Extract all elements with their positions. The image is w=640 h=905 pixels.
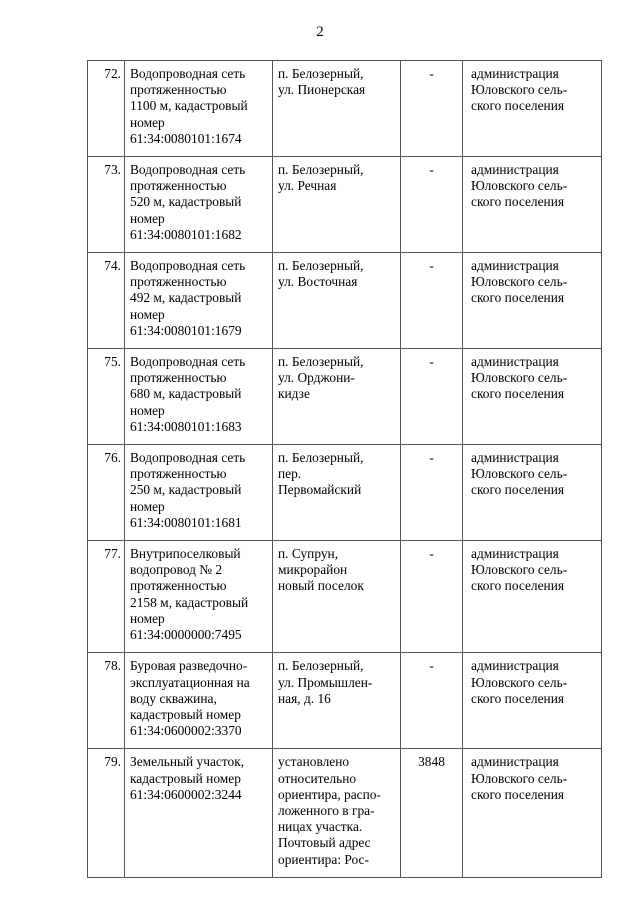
object-owner-line: Юловского сель- xyxy=(471,274,568,290)
object-owner-line: ского поселения xyxy=(471,786,565,802)
object-owner-line: ского поселения xyxy=(471,690,565,706)
object-owner-line: Юловского сель- xyxy=(471,466,568,482)
object-owner-line: администрация xyxy=(471,754,559,770)
object-name-line: 520 м, кадастровый xyxy=(130,194,242,210)
object-area: - xyxy=(401,253,463,349)
object-name-line: Водопроводная сеть xyxy=(130,258,246,274)
object-name-line: Водопроводная сеть xyxy=(130,66,246,81)
object-address xyxy=(273,61,401,157)
object-address-line: ул. Восточная xyxy=(278,274,358,290)
object-name xyxy=(125,157,273,253)
object-name-line: 61:34:0600002:3370 xyxy=(130,723,242,739)
object-name-line: воду скважина, xyxy=(130,690,217,706)
object-address-line: Почтовый адрес xyxy=(278,835,371,851)
object-owner-line: администрация xyxy=(471,546,559,562)
object-name-line: протяженностью xyxy=(130,274,227,290)
object-name xyxy=(125,61,273,157)
object-area: - xyxy=(401,157,463,253)
object-address-line: п. Белозерный, xyxy=(278,258,364,274)
object-name-line: 680 м, кадастровый xyxy=(130,386,242,402)
object-owner xyxy=(463,349,602,445)
object-area: - xyxy=(401,349,463,445)
table-row xyxy=(88,349,602,445)
object-owner-line: администрация xyxy=(471,450,559,466)
table-row xyxy=(88,157,602,253)
row-number: 75. xyxy=(88,349,125,445)
object-name-line: Водопроводная сеть xyxy=(130,354,246,370)
object-owner xyxy=(463,541,602,653)
object-owner xyxy=(463,253,602,349)
object-owner-line: Юловского сель- xyxy=(471,82,568,98)
object-address-line: ориентира: Рос- xyxy=(278,851,369,867)
object-name-line: протяженностью xyxy=(130,578,227,594)
table-row xyxy=(88,653,602,749)
object-address xyxy=(273,157,401,253)
object-name-line: 2158 м, кадастровый xyxy=(130,594,249,610)
object-address-line: кидзе xyxy=(278,386,310,402)
object-name-line: протяженностью xyxy=(130,82,227,98)
object-name xyxy=(125,749,273,877)
row-number: 78. xyxy=(88,653,125,749)
object-owner-line: администрация xyxy=(471,658,559,674)
object-address-line: новый поселок xyxy=(278,578,364,594)
object-address-line: ул. Орджони- xyxy=(278,370,355,386)
object-address xyxy=(273,653,401,749)
object-address-line: п. Белозерный, xyxy=(278,66,364,81)
object-name xyxy=(125,653,273,749)
object-owner-line: Юловского сель- xyxy=(471,370,568,386)
object-owner-line: ского поселения xyxy=(471,482,565,498)
object-area: - xyxy=(401,445,463,541)
object-address-line: п. Белозерный, xyxy=(278,354,364,370)
object-area: - xyxy=(401,541,463,653)
object-address-line: ная, д. 16 xyxy=(278,690,331,706)
object-owner xyxy=(463,157,602,253)
object-name-line: Внутрипоселковый xyxy=(130,546,241,562)
object-address-line: ул. Речная xyxy=(278,178,337,194)
object-address-line: пер. xyxy=(278,466,302,482)
object-owner-line: ского поселения xyxy=(471,98,565,114)
object-address xyxy=(273,541,401,653)
table-row xyxy=(88,749,602,877)
row-number: 77. xyxy=(88,541,125,653)
object-owner-line: ского поселения xyxy=(471,386,565,402)
row-number: 76. xyxy=(88,445,125,541)
object-name-line: Земельный участок, xyxy=(130,754,245,770)
object-address-line: п. Белозерный, xyxy=(278,162,364,178)
object-owner-line: ского поселения xyxy=(471,194,565,210)
object-owner-line: администрация xyxy=(471,66,559,81)
property-table-body xyxy=(88,61,602,878)
object-owner-line: ского поселения xyxy=(471,578,565,594)
table-row xyxy=(88,445,602,541)
table-row xyxy=(88,541,602,653)
object-address-line: п. Белозерный, xyxy=(278,658,364,674)
object-name-line: водопровод № 2 xyxy=(130,562,223,578)
object-name-line: 61:34:0080101:1681 xyxy=(130,514,242,530)
object-name-line: протяженностью xyxy=(130,370,227,386)
object-owner-line: администрация xyxy=(471,162,559,178)
object-owner-line: Юловского сель- xyxy=(471,562,568,578)
object-name-line: 492 м, кадастровый xyxy=(130,290,242,306)
table-row xyxy=(88,61,602,157)
object-name-line: эксплуатационная на xyxy=(130,674,250,690)
object-owner xyxy=(463,653,602,749)
object-address-line: ул. Промышлен- xyxy=(278,674,373,690)
object-name-line: протяженностью xyxy=(130,178,227,194)
object-name-line: номер xyxy=(130,498,165,514)
object-address-line: п. Белозерный, xyxy=(278,450,364,466)
object-address-line: Первомайский xyxy=(278,482,362,498)
object-area: 3848 xyxy=(401,749,463,877)
object-address-line: ориентира, распо- xyxy=(278,786,381,802)
property-table xyxy=(87,60,602,878)
row-number: 79. xyxy=(88,749,125,877)
object-address-line: ложенного в гра- xyxy=(278,802,375,818)
object-address-line: микрорайон xyxy=(278,562,348,578)
object-owner-line: Юловского сель- xyxy=(471,178,568,194)
row-number: 74. xyxy=(88,253,125,349)
object-name-line: 61:34:0080101:1682 xyxy=(130,226,242,242)
object-name-line: кадастровый номер xyxy=(130,706,241,722)
object-owner-line: Юловского сель- xyxy=(471,674,568,690)
object-name-line: 61:34:0000000:7495 xyxy=(130,627,242,643)
object-owner-line: администрация xyxy=(471,258,559,274)
object-owner xyxy=(463,445,602,541)
object-name-line: Водопроводная сеть xyxy=(130,450,246,466)
object-address-line: п. Супрун, xyxy=(278,546,339,562)
object-name-line: номер xyxy=(130,114,165,130)
object-owner xyxy=(463,61,602,157)
object-owner-line: Юловского сель- xyxy=(471,770,568,786)
object-name-line: 61:34:0080101:1683 xyxy=(130,418,242,434)
object-address-line: относительно xyxy=(278,770,357,786)
object-name-line: кадастровый номер xyxy=(130,770,241,786)
object-name-line: номер xyxy=(130,306,165,322)
object-owner xyxy=(463,749,602,877)
object-address-line: ницах участка. xyxy=(278,819,363,835)
object-name-line: протяженностью xyxy=(130,466,227,482)
object-address xyxy=(273,445,401,541)
object-name-line: 61:34:0600002:3244 xyxy=(130,786,242,802)
object-name xyxy=(125,349,273,445)
object-address xyxy=(273,349,401,445)
object-name-line: 1100 м, кадастровый xyxy=(130,98,248,114)
object-name xyxy=(125,253,273,349)
object-address xyxy=(273,749,401,877)
object-name-line: номер xyxy=(130,610,165,626)
object-name-line: Буровая разведочно- xyxy=(130,658,248,674)
object-name-line: 61:34:0080101:1679 xyxy=(130,322,242,338)
object-name-line: 250 м, кадастровый xyxy=(130,482,242,498)
row-number: 72. xyxy=(88,61,125,157)
page-number: 2 xyxy=(316,24,324,40)
table-row xyxy=(88,253,602,349)
object-address xyxy=(273,253,401,349)
object-name-line: номер xyxy=(130,402,165,418)
object-area: - xyxy=(401,61,463,157)
object-name-line: Водопроводная сеть xyxy=(130,162,246,178)
object-address-line: установлено xyxy=(278,754,350,770)
row-number: 73. xyxy=(88,157,125,253)
object-address-line: ул. Пионерская xyxy=(278,82,366,98)
object-name-line: 61:34:0080101:1674 xyxy=(130,130,242,146)
object-name-line: номер xyxy=(130,210,165,226)
object-owner-line: ского поселения xyxy=(471,290,565,306)
object-name xyxy=(125,445,273,541)
object-area: - xyxy=(401,653,463,749)
object-name xyxy=(125,541,273,653)
object-owner-line: администрация xyxy=(471,354,559,370)
